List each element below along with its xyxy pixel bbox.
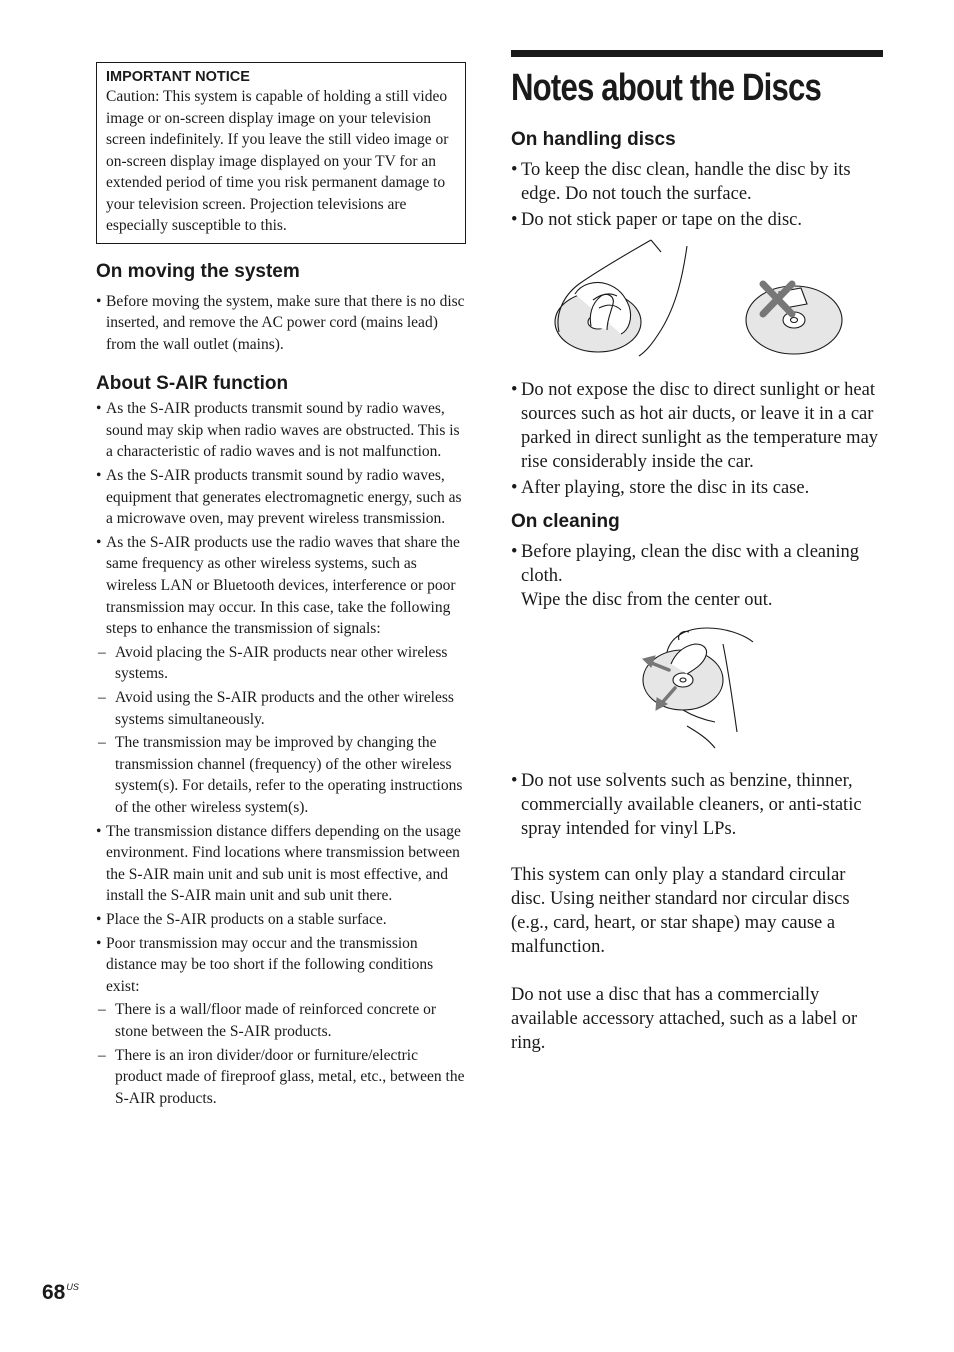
paragraph-circular-disc: This system can only play a standard circular disc. Using neither standard nor circular discs (e.g., card, heart, or star shape) may cause a malfunction. — [511, 865, 850, 957]
steps-list — [96, 642, 466, 819]
hand-wiping-disc-icon — [643, 628, 753, 748]
page-title: Notes about the Discs — [511, 67, 822, 109]
sub-list-item: – The transmission may be improved by changing the transmission channel (frequency) of the other wireless system(s). For details, refer to the operating instructions of the other wireless system(s). — [96, 732, 466, 818]
sair-list — [96, 398, 466, 1109]
left-column — [96, 62, 466, 1111]
list-item — [96, 532, 466, 819]
list-item: • Do not stick paper or tape on the disc. — [511, 208, 883, 232]
sub-list-item: – Avoid placing the S-AIR products near other wireless systems. — [96, 642, 466, 685]
handling-list — [511, 158, 883, 232]
list-item-text: As the S-AIR products use the radio waves that share the same frequency as other wireless systems, such as wireless LAN or Bluetooth devices, interference or poor transmission may occur. In this case, take the following steps to enhance the transmission of signals: — [106, 533, 460, 638]
notice-text: Caution: This system is capable of holding a still video image or on-screen display image on your television screen indefinitely. If you leave the still video image or on-screen display image displayed on your TV for an extended period of time you risk permanent damage to your television screen. Projection televisions are especially susceptible to this. — [106, 88, 449, 234]
heading-handling-discs: On handling discs — [511, 129, 676, 150]
important-notice-box — [96, 62, 466, 244]
list-item: • The transmission distance differs depending on the usage environment. Find locations where transmission between the S-AIR main unit and sub unit is most effective, and install the S-AIR main unit and sub unit there. — [96, 821, 466, 907]
hand-holding-disc-icon — [555, 240, 687, 356]
disc-handling-svg — [511, 234, 883, 377]
page-number-value: 68 — [42, 1281, 66, 1304]
list-item: • Place the S-AIR products on a stable surface. — [96, 909, 466, 931]
title-rule — [511, 50, 883, 57]
disc-cleaning-svg — [511, 614, 883, 756]
heading-cleaning: On cleaning — [511, 511, 620, 532]
list-item-text: Poor transmission may occur and the transmission distance may be too short if the following conditions exist: — [106, 934, 434, 995]
cleaning-list-2 — [511, 769, 883, 841]
disc-handling-illustration — [511, 234, 883, 377]
disc-cleaning-illustration — [511, 614, 883, 756]
heading-sair-function: About S-AIR function — [96, 373, 289, 395]
moving-list — [96, 291, 466, 356]
sub-list-item: – There is an iron divider/door or furniture/electric product made of fireproof glass, metal, etc., between the S-AIR products. — [96, 1045, 466, 1110]
handling-list-2 — [511, 378, 883, 500]
list-item — [96, 933, 466, 1110]
list-item: • As the S-AIR products transmit sound by radio waves, sound may skip when radio waves are obstructed. This is a characteristic of radio waves and is not malfunction. — [96, 398, 466, 463]
list-item-text: Wipe the disc from the center out. — [521, 590, 773, 610]
list-item: • As the S-AIR products transmit sound by radio waves, equipment that generates electromagnetic energy, such as a microwave oven, may prevent wireless transmission. — [96, 465, 466, 530]
conditions-list — [96, 999, 466, 1109]
paragraph-accessory: Do not use a disc that has a commercially available accessory attached, such as a label or ring. — [511, 985, 858, 1053]
list-item: • After playing, store the disc in its case. — [511, 476, 883, 500]
cleaning-list — [511, 540, 883, 612]
sub-list-item: – Avoid using the S-AIR products and the other wireless systems simultaneously. — [96, 687, 466, 730]
list-item: • Do not expose the disc to direct sunlight or heat sources such as hot air ducts, or leave it in a car parked in direct sunlight as the temperature may rise considerably inside the car. — [511, 378, 883, 474]
list-item: • Before moving the system, make sure that there is no disc inserted, and remove the AC power cord (mains lead) from the wall outlet (mains). — [96, 291, 466, 356]
list-item-text: Before playing, clean the disc with a cleaning cloth. — [521, 542, 860, 586]
page-number — [42, 1281, 79, 1305]
notice-title: IMPORTANT NOTICE — [106, 69, 250, 85]
region-code: US — [66, 1282, 79, 1292]
sub-list-item: – There is a wall/floor made of reinforced concrete or stone between the S-AIR products. — [96, 999, 466, 1042]
heading-moving-system: On moving the system — [96, 260, 300, 282]
disc-with-tape-crossed-icon — [746, 286, 842, 354]
list-item — [511, 540, 883, 612]
right-column — [511, 50, 883, 1055]
list-item: • To keep the disc clean, handle the disc by its edge. Do not touch the surface. — [511, 158, 883, 206]
list-item: • Do not use solvents such as benzine, thinner, commercially available cleaners, or anti-static spray intended for vinyl LPs. — [511, 769, 883, 841]
